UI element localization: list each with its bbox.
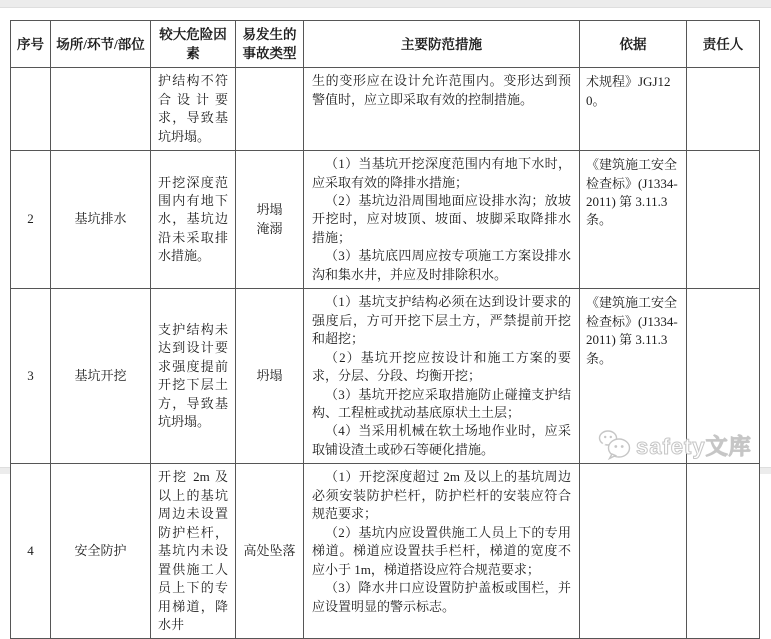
top-border-band (0, 0, 771, 8)
risk-cell: 开挖深度范围内有地下水，基坑边沿未采取排水措施。 (151, 151, 236, 289)
measure-item: （1）基坑支护结构必须在达到设计要求的强度后，方可开挖下层土方，严禁提前开挖和超挖； (312, 294, 571, 347)
measure-item: （2）基坑边沿周围地面应设排水沟；放坡开挖时，应对坡顶、坡面、坡脚采取降排水措施； (312, 193, 571, 245)
table-header-row (11, 21, 760, 68)
watermark-text: safety文库 (636, 433, 752, 459)
table-row (11, 68, 760, 151)
measure-item: （2）基坑开挖应按设计和施工方案的要求，分层、分段、均衡开挖； (312, 349, 571, 384)
measures-cell (304, 151, 580, 289)
header-location: 场所/环节/部位 (51, 21, 151, 68)
table-row (11, 464, 760, 639)
accident-cell: 坍塌 (236, 289, 304, 464)
risk-cell: 护结构不符合设计要求，导致基坑坍塌。 (151, 68, 236, 151)
measure-item: （1）当基坑开挖深度范围内有地下水时，应采取有效的降排水措施； (312, 156, 571, 190)
location-cell: 基坑排水 (51, 151, 151, 289)
header-responsible: 责任人 (687, 21, 760, 68)
basis-cell (580, 464, 687, 639)
header-seq: 序号 (11, 21, 51, 68)
watermark (596, 425, 764, 465)
measures-cell (304, 464, 580, 639)
location-cell: 安全防护 (51, 464, 151, 639)
hazard-prevention-table (10, 20, 760, 639)
measures-cell (304, 68, 580, 151)
accident-cell: 坍塌 淹溺 (236, 151, 304, 289)
location-cell: 基坑开挖 (51, 289, 151, 464)
basis-cell: 术规程》JGJ120。 (580, 68, 687, 151)
wechat-icon (596, 429, 633, 461)
measure-item: （2）基坑内应设置供施工人员上下的专用梯道。梯道应设置扶手栏杆，梯道的宽度不应小于 1m，梯道搭设应符合规范要求； (312, 524, 571, 577)
risk-cell: 支护结构未达到设计要求强度提前开挖下层土方，导致基坑坍塌。 (151, 289, 236, 464)
header-accident-type: 易发生的事故类型 (236, 21, 304, 68)
header-risk-factor: 较大危险因素 (151, 21, 236, 68)
seq-cell: 4 (11, 464, 51, 639)
seq-cell: 3 (11, 289, 51, 464)
measure-item: 生的变形应在设计允许范围内。变形达到预警值时，应立即采取有效的控制措施。 (312, 73, 571, 107)
measure-item: （3）基坑开挖应采取措施防止碰撞支护结构、工程桩或扰动基底原状土土层； (312, 386, 571, 421)
basis-cell: 《建筑施工安全检查标》(J1334-2011) 第 3.11.3 条。 (580, 151, 687, 289)
accident-cell (236, 68, 304, 151)
measures-cell (304, 289, 580, 464)
header-measures: 主要防范措施 (304, 21, 580, 68)
responsible-cell (687, 151, 760, 289)
responsible-cell (687, 68, 760, 151)
header-basis: 依据 (580, 21, 687, 68)
table-row (11, 151, 760, 289)
measure-item: （4）当采用机械在软土场地作业时，应采取铺设渣土或砂石等硬化措施。 (312, 423, 571, 457)
location-cell (51, 68, 151, 151)
accident-cell: 高处坠落 (236, 464, 304, 639)
responsible-cell (687, 464, 760, 639)
seq-cell (11, 68, 51, 151)
measure-item: （3）基坑底四周应按专项施工方案设排水沟和集水井，并应及时排除积水。 (312, 248, 571, 282)
risk-cell: 开挖 2m 及以上的基坑周边未设置防护栏杆，基坑内未设置供施工人员上下的专用梯道，降水井 (151, 464, 236, 639)
measure-item: （1）开挖深度超过 2m 及以上的基坑周边必须安装防护栏杆，防护栏杆的安装应符合规范要求； (312, 469, 571, 522)
seq-cell: 2 (11, 151, 51, 289)
measure-item: （3）降水井口应设置防护盖板或围栏，并应设置明显的警示标志。 (312, 580, 571, 614)
basis-cell: 《建筑施工安全检查标》(J1334-2011) 第 3.11.3 条。 (580, 289, 687, 464)
table-body (11, 68, 760, 639)
